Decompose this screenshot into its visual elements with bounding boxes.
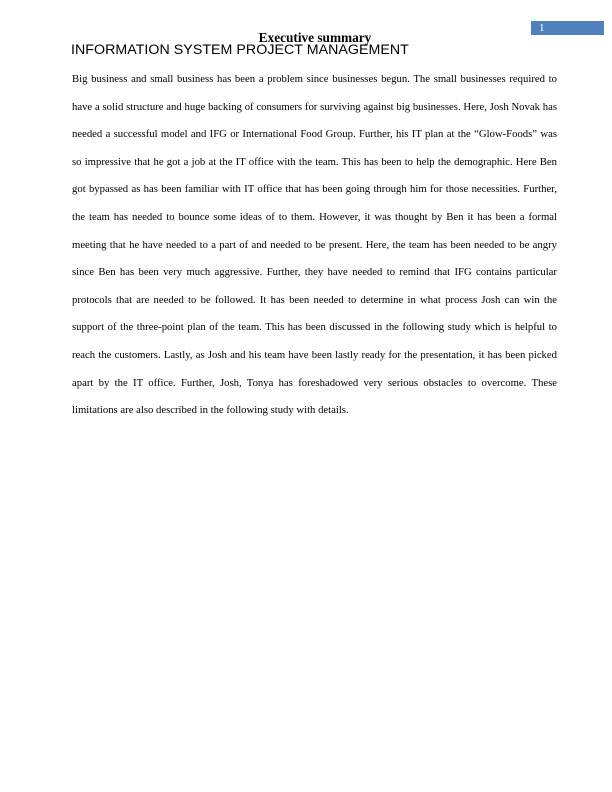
page-number: 1 [531,21,604,35]
body-paragraph: Big business and small business has been a problem since businesses begun. The small businesses required to have a solid structure and huge backing of consumers for surviving against big businesses. Here, Josh Novak has needed a successful model and IFG or International Food Group. Further, his IT plan at the “Glow-Foods” was so impressive that he got a job at the IT office with the team. This has been to help the demographic. Here Ben got bypassed as has been familiar with IT office that has been going through him for those necessities. Further, the team has needed to bounce some ideas of to them. However, it was thought by Ben it has been a formal meeting that he have needed to a part of and needed to be present. Here, the team has been needed to be angry since Ben has been very much aggressive. Further, they have needed to remind that IFG contains particular protocols that are needed to be followed. It has been needed to determine in what process Josh can win the support of the three-point plan of the team. This has been discussed in the following study which is helpful to reach the customers. Lastly, as Josh and his team have been lastly ready for the presentation, it has been picked apart by the IT office. Further, Josh, Tonya has foreshadowed very serious obstacles to overcome. These limitations are also described in the following study with details. [72,73,557,417]
section-title: Executive summary [258,30,372,45]
running-header: INFORMATION SYSTEM PROJECT MANAGEMENT [71,42,409,58]
